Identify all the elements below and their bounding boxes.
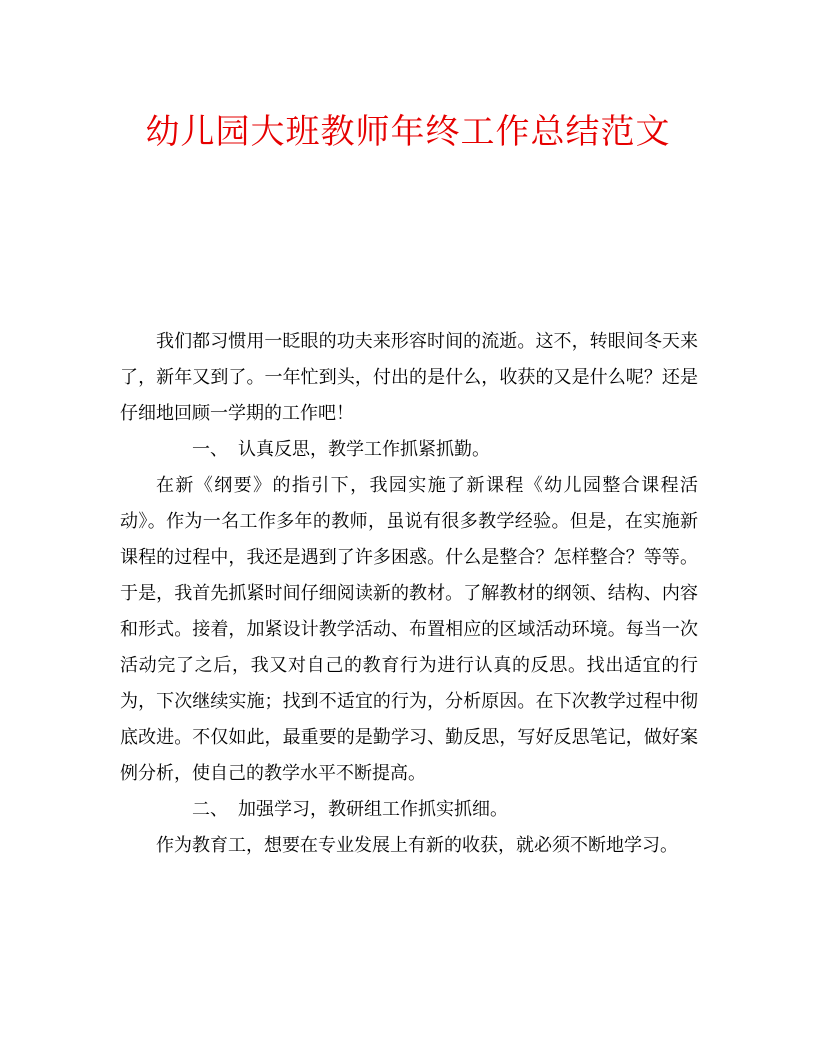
section-number: 一、 — [192, 439, 228, 460]
document-body — [120, 324, 698, 864]
document-title: 幼儿园大班教师年终工作总结范文 — [145, 112, 671, 152]
paragraph-section-2: 作为教育工，想要在专业发展上有新的收获，就必须不断地学习。 — [156, 835, 678, 856]
paragraph-section-1: 在新《纲要》的指引下，我园实施了新课程《幼儿园整合课程活动》。作为一名工作多年的教师，虽说有很多教学经验。但是，在实施新课程的过程中，我还是遇到了许多困惑。什么是整合？怎样整合？等等。于是，我首先抓紧时间仔细阅读新的教材。了解教材的纲领、结构、内容和形式。接着，加紧设计教学活动、布置相应的区域活动环境。每当一次活动完了之后，我又对自己的教育行为进行认真的反思。找出适宜的行为，下次继续实施；找到不适宜的行为，分析原因。在下次教学过程中彻底改进。不仅如此，最重要的是勤学习、勤反思，写好反思笔记，做好案例分析，使自己的教学水平不断提高。 — [120, 475, 698, 784]
section-number: 二、 — [192, 799, 228, 820]
section-heading-text: 加强学习，教研组工作抓实抓细。 — [238, 799, 508, 820]
section-heading-1 — [120, 432, 698, 468]
section-heading-text: 认真反思，教学工作抓紧抓勤。 — [238, 439, 490, 460]
section-heading-2 — [120, 792, 698, 828]
paragraph-intro: 我们都习惯用一眨眼的功夫来形容时间的流逝。这不，转眼间冬天来了，新年又到了。一年忙到头，付出的是什么，收获的又是什么呢？还是仔细地回顾一学期的工作吧！ — [120, 331, 698, 424]
